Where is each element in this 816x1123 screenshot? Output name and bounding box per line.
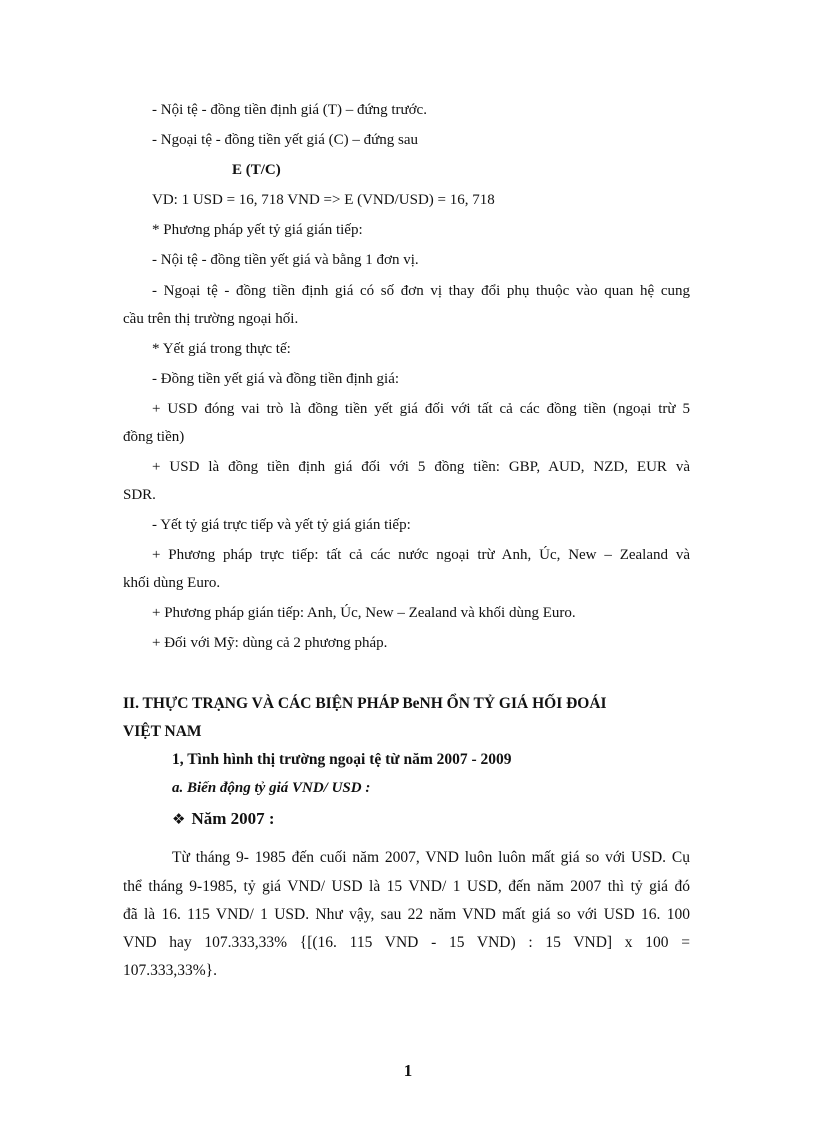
line-usd-yet-gia: + USD đóng vai trò là đồng tiền yết giá đối với tất cả các đồng tiền (ngoại trừ 5 xyxy=(152,401,690,417)
section-title-cont: VIỆT NAM xyxy=(123,723,202,740)
para-line-1: Từ tháng 9- 1985 đến cuối năm 2007, VND luôn luôn mất giá so với USD. Cụ xyxy=(172,849,690,866)
line-example: VD: 1 USD = 16, 718 VND => E (VND/USD) = 16, 718 xyxy=(152,192,495,208)
diamond-bullet-icon: ❖ xyxy=(172,810,186,828)
line-cau-tren-thi-truong: cầu trên thị trường ngoại hối. xyxy=(123,311,299,327)
page-number: 1 xyxy=(403,1061,413,1080)
year-heading xyxy=(172,810,275,828)
line-yet-ty-gia: - Yết tỷ giá trực tiếp và yết tỷ giá gián tiếp: xyxy=(152,517,411,533)
para-line-5: 107.333,33%}. xyxy=(123,962,217,979)
para-line-4: VND hay 107.333,33% {[(16. 115 VND - 15 VND) : 15 VND] x 100 = xyxy=(123,934,690,951)
formula-e-t-c: E (T/C) xyxy=(232,162,281,178)
line-ngoai-te-dinh-gia: - Ngoại tệ - đồng tiền định giá có số đơn vị thay đổi phụ thuộc vào quan hệ cung xyxy=(152,283,690,299)
line-phuong-phap-gian-tiep: + Phương pháp gián tiếp: Anh, Úc, New – Zealand và khối dùng Euro. xyxy=(152,605,576,621)
section-title: II. THỰC TRẠNG VÀ CÁC BIỆN PHÁP BeNH ỔN TỶ GIÁ HỐI ĐOÁI xyxy=(123,695,607,712)
year-heading-text: Năm 2007 : xyxy=(191,809,275,828)
line-khoi-dung-euro: khối dùng Euro. xyxy=(123,575,221,591)
line-noi-te-dinh-gia: - Nội tệ - đồng tiền định giá (T) – đứng trước. xyxy=(152,102,427,118)
line-sdr: SDR. xyxy=(123,487,156,503)
line-yet-gia-thuc-te: * Yết giá trong thực tế: xyxy=(152,341,291,357)
subsubsection-title: a. Biến động tỷ giá VND/ USD : xyxy=(172,780,371,796)
line-phuong-phap-truc-tiep: + Phương pháp trực tiếp: tất cả các nước ngoại trừ Anh, Úc, New – Zealand và xyxy=(152,547,690,563)
line-dong-tien-yet-gia: - Đồng tiền yết giá và đồng tiền định giá: xyxy=(152,371,400,387)
line-indirect-method: * Phương pháp yết tỷ giá gián tiếp: xyxy=(152,222,363,238)
para-line-3: đã là 16. 115 VND/ 1 USD. Như vậy, sau 22 năm VND mất giá so với USD 16. 100 xyxy=(123,906,690,923)
line-dong-tien: đồng tiền) xyxy=(123,429,185,445)
line-doi-voi-my: + Đối với Mỹ: dùng cả 2 phương pháp. xyxy=(152,635,388,651)
para-line-2: thể tháng 9-1985, tỷ giá VND/ USD là 15 VND/ 1 USD, đến năm 2007 thì tỷ giá đó xyxy=(123,878,690,895)
line-usd-dinh-gia: + USD là đồng tiền định giá đối với 5 đồng tiền: GBP, AUD, NZD, EUR và xyxy=(152,459,690,475)
line-noi-te-yet-gia: - Nội tệ - đồng tiền yết giá và bằng 1 đơn vị. xyxy=(152,252,419,268)
line-ngoai-te-yet-gia: - Ngoại tệ - đồng tiền yết giá (C) – đứng sau xyxy=(152,132,418,148)
subsection-title: 1, Tình hình thị trường ngoại tệ từ năm 2007 - 2009 xyxy=(172,751,512,768)
